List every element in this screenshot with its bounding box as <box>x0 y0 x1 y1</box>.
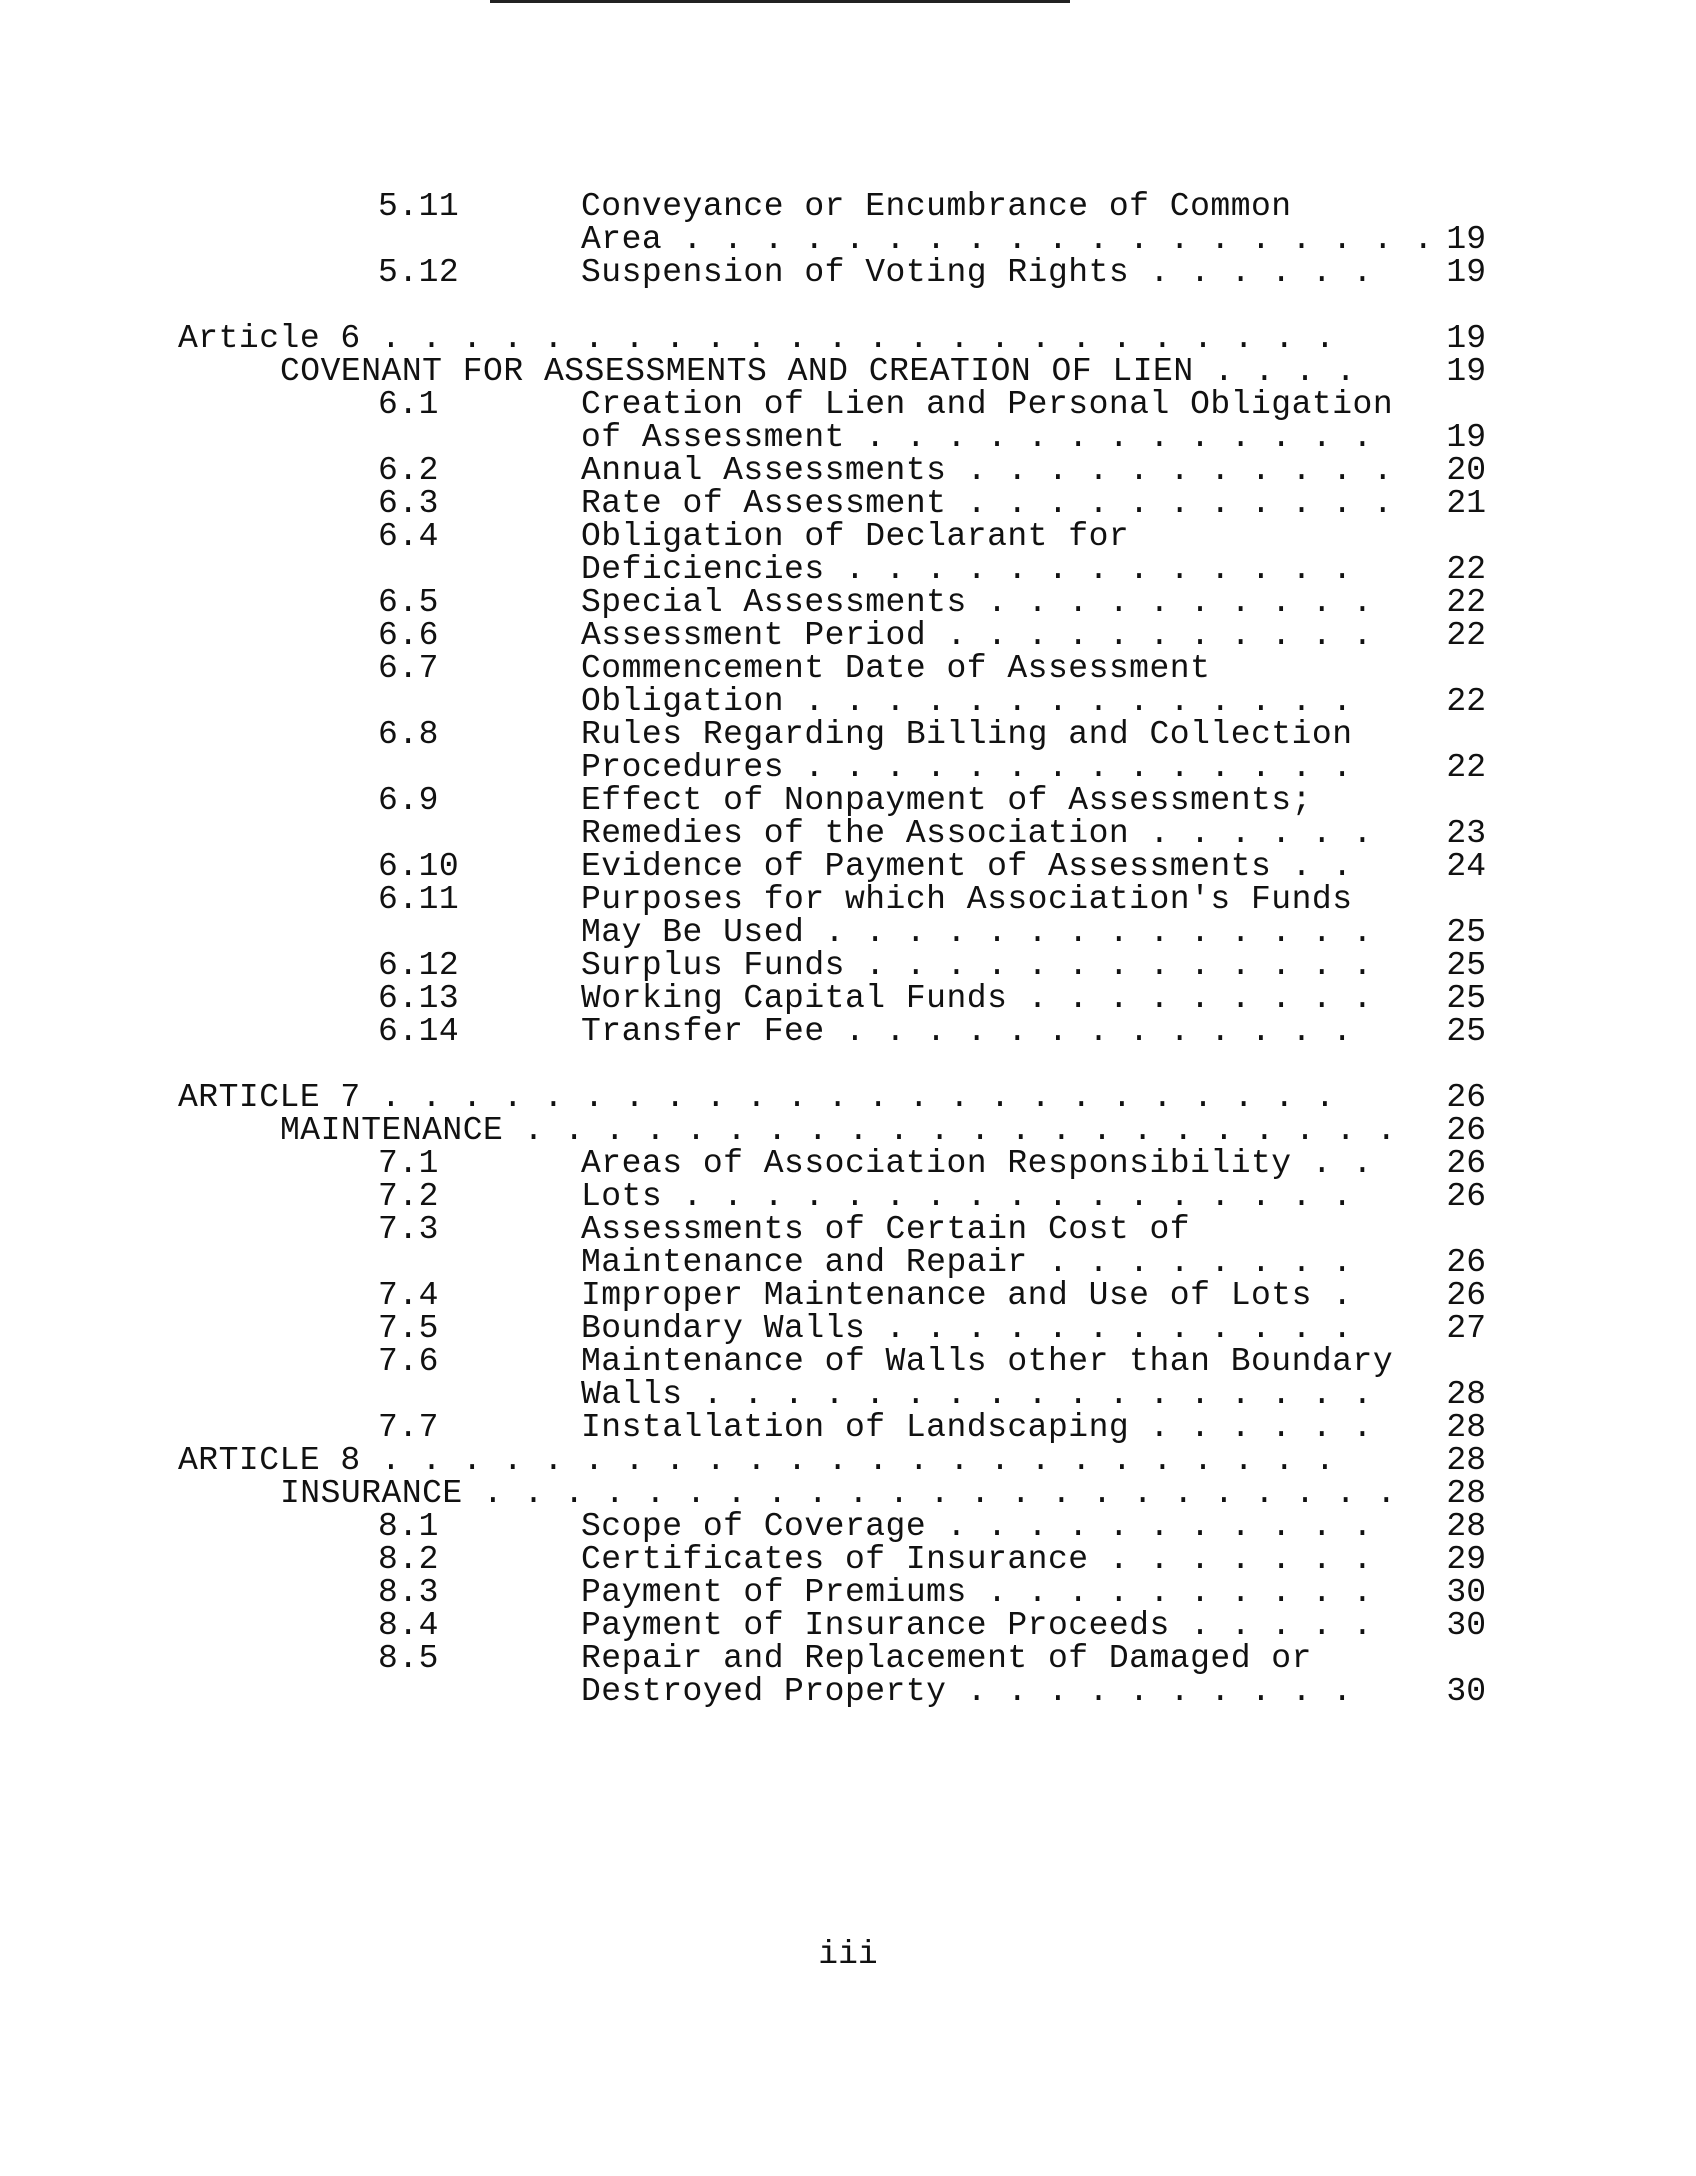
toc-page-number: 26 <box>1446 1145 1486 1182</box>
toc-page-number: 23 <box>1446 815 1486 852</box>
toc-page-number: 25 <box>1446 1013 1486 1050</box>
toc-section-title: Certificates of Insurance . . . . . . . <box>581 1541 1373 1578</box>
toc-page-number: 22 <box>1446 551 1486 588</box>
toc-article: ARTICLE 8 . . . . . . . . . . . . . . . . . . . . . . . . <box>178 1442 1336 1479</box>
toc-section-number: 8.3 <box>378 1574 439 1611</box>
toc-section-title: Creation of Lien and Personal Obligation <box>581 386 1394 423</box>
toc-section-title: Suspension of Voting Rights . . . . . . <box>581 254 1373 291</box>
toc-section-number: 7.1 <box>378 1145 439 1182</box>
toc-section-title: Working Capital Funds . . . . . . . . . <box>581 980 1373 1017</box>
toc-page-number: 28 <box>1446 1442 1486 1479</box>
toc-section-title: Evidence of Payment of Assessments . . <box>581 848 1353 885</box>
toc-section-title: Rules Regarding Billing and Collection <box>581 716 1353 753</box>
toc-page-number: 22 <box>1446 683 1486 720</box>
toc-section-number: 5.12 <box>378 254 460 291</box>
toc-section-title: Maintenance of Walls other than Boundary <box>581 1343 1394 1380</box>
toc-page-number: 22 <box>1446 584 1486 621</box>
toc-page-number: 22 <box>1446 749 1486 786</box>
toc-section-number: 6.3 <box>378 485 439 522</box>
toc-section-title: Transfer Fee . . . . . . . . . . . . . <box>581 1013 1353 1050</box>
toc-article: ARTICLE 7 . . . . . . . . . . . . . . . . . . . . . . . . <box>178 1079 1336 1116</box>
toc-article: Article 6 . . . . . . . . . . . . . . . . . . . . . . . . <box>178 320 1336 357</box>
toc-section-title: Areas of Association Responsibility . . <box>581 1145 1373 1182</box>
toc-section-number: 8.5 <box>378 1640 439 1677</box>
toc-section-number: 6.10 <box>378 848 460 885</box>
toc-section-number: 6.13 <box>378 980 460 1017</box>
toc-section-number: 6.5 <box>378 584 439 621</box>
toc-section-number: 7.2 <box>378 1178 439 1215</box>
toc-section-title: Commencement Date of Assessment <box>581 650 1211 687</box>
toc-section-title: Purposes for which Association's Funds <box>581 881 1353 918</box>
toc-section-title: Assessments of Certain Cost of <box>581 1211 1191 1248</box>
toc-section-number: 6.12 <box>378 947 460 984</box>
toc-section-title: Effect of Nonpayment of Assessments; <box>581 782 1312 819</box>
toc-section-number: 6.6 <box>378 617 439 654</box>
toc-page-number: 25 <box>1446 947 1486 984</box>
toc-section-number: 6.11 <box>378 881 460 918</box>
toc-section-number: 6.8 <box>378 716 439 753</box>
toc-page-number: 26 <box>1446 1277 1486 1314</box>
toc-section-title: Scope of Coverage . . . . . . . . . . . <box>581 1508 1373 1545</box>
toc-section-number: 5.11 <box>378 188 460 225</box>
toc-section-title: Special Assessments . . . . . . . . . . <box>581 584 1373 621</box>
toc-page-number: 22 <box>1446 617 1486 654</box>
toc-section-title: Surplus Funds . . . . . . . . . . . . . <box>581 947 1373 984</box>
toc-page-number: 26 <box>1446 1178 1486 1215</box>
toc-page-number: 30 <box>1446 1574 1486 1611</box>
toc-page-number: 26 <box>1446 1112 1486 1149</box>
toc-article-heading: COVENANT FOR ASSESSMENTS AND CREATION OF LIEN . . . . <box>280 353 1357 390</box>
toc-page-number: 25 <box>1446 914 1486 951</box>
toc-section-number: 7.5 <box>378 1310 439 1347</box>
toc-page-number: 26 <box>1446 1079 1486 1116</box>
page-number-footer: iii <box>818 1936 878 1973</box>
toc-page-number: 28 <box>1446 1409 1486 1446</box>
toc-page-number: 28 <box>1446 1508 1486 1545</box>
toc-section-title: Rate of Assessment . . . . . . . . . . . <box>581 485 1394 522</box>
toc-section-title: Remedies of the Association . . . . . . <box>581 815 1373 852</box>
toc-page-number: 30 <box>1446 1607 1486 1644</box>
toc-section-title: Installation of Landscaping . . . . . . <box>581 1409 1373 1446</box>
toc-section-number: 8.2 <box>378 1541 439 1578</box>
toc-section-number: 8.4 <box>378 1607 439 1644</box>
toc-section-title: Obligation . . . . . . . . . . . . . . <box>581 683 1353 720</box>
toc-page-number: 29 <box>1446 1541 1486 1578</box>
toc-page-number: 24 <box>1446 848 1486 885</box>
toc-section-title: Maintenance and Repair . . . . . . . . <box>581 1244 1353 1281</box>
toc-page-number: 19 <box>1446 419 1486 456</box>
toc-section-title: Conveyance or Encumbrance of Common <box>581 188 1292 225</box>
toc-section-number: 7.7 <box>378 1409 439 1446</box>
toc-section-title: Payment of Insurance Proceeds . . . . . <box>581 1607 1373 1644</box>
toc-section-title: Annual Assessments . . . . . . . . . . . <box>581 452 1394 489</box>
toc-section-number: 7.4 <box>378 1277 439 1314</box>
toc-page-number: 25 <box>1446 980 1486 1017</box>
toc-section-title: Repair and Replacement of Damaged or <box>581 1640 1312 1677</box>
toc-page-number: 21 <box>1446 485 1486 522</box>
toc-page-number: 26 <box>1446 1244 1486 1281</box>
toc-section-title: Assessment Period . . . . . . . . . . . <box>581 617 1373 654</box>
toc-page-number: 27 <box>1446 1310 1486 1347</box>
toc-section-number: 7.6 <box>378 1343 439 1380</box>
toc-page-number: 28 <box>1446 1475 1486 1512</box>
toc-page-number: 19 <box>1446 320 1486 357</box>
toc-section-title: Area . . . . . . . . . . . . . . . . . . . <box>581 221 1434 258</box>
toc-section-title: Procedures . . . . . . . . . . . . . . <box>581 749 1353 786</box>
toc-section-title: Obligation of Declarant for <box>581 518 1130 555</box>
toc-section-number: 6.2 <box>378 452 439 489</box>
toc-page-number: 30 <box>1446 1673 1486 1710</box>
toc-page-number: 19 <box>1446 353 1486 390</box>
toc-section-title: Improper Maintenance and Use of Lots . <box>581 1277 1353 1314</box>
toc-page-number: 20 <box>1446 452 1486 489</box>
toc-page-number: 28 <box>1446 1376 1486 1413</box>
toc-article-heading: INSURANCE . . . . . . . . . . . . . . . . . . . . . . . <box>280 1475 1397 1512</box>
toc-article-heading: MAINTENANCE . . . . . . . . . . . . . . . . . . . . . . <box>280 1112 1397 1149</box>
toc-section-title: Lots . . . . . . . . . . . . . . . . . <box>581 1178 1353 1215</box>
toc-section-title: Payment of Premiums . . . . . . . . . . <box>581 1574 1373 1611</box>
toc-section-title: Boundary Walls . . . . . . . . . . . . <box>581 1310 1353 1347</box>
toc-section-title: Destroyed Property . . . . . . . . . . <box>581 1673 1353 1710</box>
toc-section-number: 6.7 <box>378 650 439 687</box>
toc-section-number: 7.3 <box>378 1211 439 1248</box>
toc-page-number: 19 <box>1446 254 1486 291</box>
toc-page-number: 19 <box>1446 221 1486 258</box>
toc-section-number: 8.1 <box>378 1508 439 1545</box>
toc-section-title: of Assessment . . . . . . . . . . . . . <box>581 419 1373 456</box>
toc-section-title: Deficiencies . . . . . . . . . . . . . <box>581 551 1353 588</box>
toc-section-title: May Be Used . . . . . . . . . . . . . . <box>581 914 1373 951</box>
toc-section-title: Walls . . . . . . . . . . . . . . . . . <box>581 1376 1373 1413</box>
toc-section-number: 6.9 <box>378 782 439 819</box>
toc-section-number: 6.14 <box>378 1013 460 1050</box>
toc-section-number: 6.4 <box>378 518 439 555</box>
toc-section-number: 6.1 <box>378 386 439 423</box>
